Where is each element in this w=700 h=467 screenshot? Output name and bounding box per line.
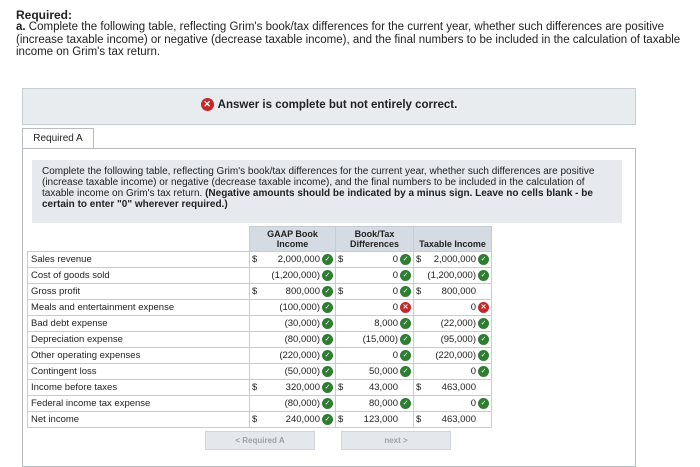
booktax-cell[interactable] [336, 396, 414, 412]
instructions-bold-text: (Negative amounts should be indicated by a minus sign. Leave no cells blank - be certain to enter "0" wherever required.) [42, 188, 593, 210]
booktax-cell-value: 0 [392, 286, 398, 297]
taxable-cell-value: 800,000 [441, 286, 476, 297]
row-label: Gross profit [28, 284, 250, 300]
row-label: Contingent loss [28, 364, 250, 380]
taxable-cell-value: (95,000) [440, 334, 476, 345]
booktax-cell[interactable] [336, 252, 414, 268]
prev-button[interactable]: < Required A [205, 431, 315, 450]
gaap-header: GAAP Book Income [250, 227, 336, 252]
check-circle-icon: ✓ [400, 254, 411, 265]
gaap-cell[interactable] [250, 412, 336, 428]
booktax-cell[interactable] [336, 364, 414, 380]
taxable-cell[interactable] [414, 316, 492, 332]
row-label: Sales revenue [28, 252, 250, 268]
taxable-cell[interactable] [414, 380, 492, 396]
booktax-cell[interactable] [336, 300, 414, 316]
prev-button-label: Required A [242, 436, 285, 445]
dollar-sign: $ [416, 382, 422, 393]
taxable-cell-value: 463,000 [441, 414, 476, 425]
table-row [28, 380, 492, 396]
required-a-panel [22, 148, 636, 467]
required-item [16, 21, 686, 59]
table-row [28, 332, 492, 348]
check-circle-icon: ✓ [322, 382, 333, 393]
answer-banner-text: Answer is complete but not entirely correct. [217, 98, 458, 111]
booktax-cell-value: 80,000 [368, 398, 398, 409]
check-circle-icon: ✓ [400, 270, 411, 281]
check-circle-icon: ✓ [478, 398, 489, 409]
gaap-cell-value: (80,000) [284, 398, 320, 409]
taxable-cell[interactable] [414, 412, 492, 428]
dollar-sign: $ [416, 286, 422, 297]
check-circle-icon: ✓ [400, 366, 411, 377]
row-label: Federal income tax expense [28, 396, 250, 412]
booktax-cell-value: 43,000 [368, 382, 398, 393]
dollar-sign: $ [252, 382, 258, 393]
gaap-cell[interactable] [250, 380, 336, 396]
gaap-cell-value: (220,000) [279, 350, 320, 361]
gaap-cell-value: (100,000) [279, 302, 320, 313]
tab-required-a[interactable]: Required A [22, 128, 94, 149]
table-row [28, 252, 492, 268]
check-circle-icon: ✓ [322, 334, 333, 345]
gaap-cell-value: 2,000,000 [277, 254, 320, 265]
gaap-cell[interactable] [250, 300, 336, 316]
check-circle-icon: ✓ [322, 270, 333, 281]
check-circle-icon: ✓ [322, 350, 333, 361]
check-circle-icon: ✓ [478, 270, 489, 281]
table-row [28, 348, 492, 364]
table-row [28, 364, 492, 380]
gaap-cell[interactable] [250, 252, 336, 268]
dollar-sign: $ [338, 254, 344, 265]
booktax-cell[interactable] [336, 412, 414, 428]
gaap-cell-value: 800,000 [285, 286, 320, 297]
booktax-cell-value: 0 [392, 254, 398, 265]
dollar-sign: $ [338, 382, 344, 393]
taxable-cell[interactable] [414, 332, 492, 348]
taxable-cell-value: 2,000,000 [433, 254, 476, 265]
gaap-cell[interactable] [250, 316, 336, 332]
label-header [28, 227, 250, 252]
row-label: Cost of goods sold [28, 268, 250, 284]
required-item-label: a. [16, 21, 26, 33]
check-circle-icon: ✓ [322, 286, 333, 297]
required-item-text: Complete the following table, reflecting Grim's book/tax differences for the current year, whether such differences are positive (increase taxable income) or negative (decrease taxable income), and the final numbers to be included in the calculation of taxable income on Grim's tax return. [16, 21, 681, 58]
dollar-sign: $ [252, 414, 258, 425]
x-circle-icon: ✕ [400, 302, 411, 313]
taxable-cell[interactable] [414, 364, 492, 380]
next-button[interactable]: next > [341, 431, 451, 450]
check-circle-icon: ✓ [322, 318, 333, 329]
check-circle-icon: ✓ [400, 286, 411, 297]
check-circle-icon: ✓ [322, 366, 333, 377]
table-row [28, 300, 492, 316]
table-row [28, 284, 492, 300]
table-row [28, 396, 492, 412]
check-circle-icon: ✓ [322, 398, 333, 409]
gaap-cell[interactable] [250, 332, 336, 348]
taxable-cell[interactable] [414, 396, 492, 412]
booktax-cell-value: 0 [392, 270, 398, 281]
gaap-cell-value: (80,000) [284, 334, 320, 345]
taxable-cell[interactable] [414, 284, 492, 300]
row-label: Meals and entertainment expense [28, 300, 250, 316]
taxable-cell[interactable] [414, 300, 492, 316]
instructions-text: Complete the following table, reflecting Grim's book/tax differences for the current year, whether such differences are positive (increase taxable income) or negative (decrease taxable income), and the final numbers to be included in the calculation of taxable income on Grim's tax return. [42, 166, 595, 199]
check-circle-icon: ✓ [478, 350, 489, 361]
booktax-header: Book/Tax Differences [336, 227, 414, 252]
taxable-cell-value: 0 [470, 366, 476, 377]
taxable-header: Taxable Income [414, 227, 492, 252]
booktax-cell-value: 8,000 [374, 318, 398, 329]
taxable-cell[interactable] [414, 252, 492, 268]
booktax-cell[interactable] [336, 348, 414, 364]
x-circle-icon: ✕ [201, 98, 214, 111]
gaap-cell-value: (50,000) [284, 366, 320, 377]
booktax-cell[interactable] [336, 380, 414, 396]
gaap-cell[interactable] [250, 396, 336, 412]
taxable-cell-value: (22,000) [440, 318, 476, 329]
taxable-cell-value: (220,000) [435, 350, 476, 361]
gaap-cell[interactable] [250, 364, 336, 380]
row-label: Income before taxes [28, 380, 250, 396]
row-label: Other operating expenses [28, 348, 250, 364]
table-row [28, 412, 492, 428]
check-circle-icon: ✓ [322, 254, 333, 265]
instructions [32, 160, 622, 223]
gaap-cell-value: (1,200,000) [271, 270, 320, 281]
required-heading: Required: [16, 8, 73, 22]
taxable-cell-value: 0 [470, 398, 476, 409]
book-tax-table [27, 226, 492, 428]
booktax-cell-value: 0 [392, 302, 398, 313]
booktax-cell[interactable] [336, 284, 414, 300]
dollar-sign: $ [338, 414, 344, 425]
booktax-cell-value: (15,000) [362, 334, 398, 345]
row-label: Depreciation expense [28, 332, 250, 348]
check-circle-icon: ✓ [400, 350, 411, 361]
next-button-label: next [384, 436, 401, 445]
check-circle-icon: ✓ [322, 302, 333, 313]
gaap-cell-value: (30,000) [284, 318, 320, 329]
booktax-cell-value: 50,000 [368, 366, 398, 377]
taxable-cell-value: (1,200,000) [427, 270, 476, 281]
booktax-cell[interactable] [336, 316, 414, 332]
check-circle-icon: ✓ [400, 398, 411, 409]
x-circle-icon: ✕ [478, 302, 489, 313]
answer-banner [22, 88, 636, 125]
booktax-cell-value: 0 [392, 350, 398, 361]
taxable-cell-value: 0 [470, 302, 476, 313]
taxable-cell-value: 463,000 [441, 382, 476, 393]
gaap-cell[interactable] [250, 268, 336, 284]
gaap-cell-value: 240,000 [285, 414, 320, 425]
dollar-sign: $ [416, 254, 422, 265]
booktax-cell-value: 123,000 [363, 414, 398, 425]
dollar-sign: $ [416, 414, 422, 425]
taxable-cell[interactable] [414, 348, 492, 364]
check-circle-icon: ✓ [400, 318, 411, 329]
check-circle-icon: ✓ [478, 366, 489, 377]
row-label: Bad debt expense [28, 316, 250, 332]
gaap-cell[interactable] [250, 284, 336, 300]
booktax-cell[interactable] [336, 268, 414, 284]
booktax-cell[interactable] [336, 332, 414, 348]
taxable-cell[interactable] [414, 268, 492, 284]
table-row [28, 268, 492, 284]
dollar-sign: $ [252, 254, 258, 265]
check-circle-icon: ✓ [400, 334, 411, 345]
dollar-sign: $ [338, 286, 344, 297]
dollar-sign: $ [252, 286, 258, 297]
table-row [28, 316, 492, 332]
gaap-cell[interactable] [250, 348, 336, 364]
check-circle-icon: ✓ [478, 254, 489, 265]
check-circle-icon: ✓ [478, 318, 489, 329]
row-label: Net income [28, 412, 250, 428]
gaap-cell-value: 320,000 [285, 382, 320, 393]
check-circle-icon: ✓ [322, 414, 333, 425]
check-circle-icon: ✓ [478, 334, 489, 345]
